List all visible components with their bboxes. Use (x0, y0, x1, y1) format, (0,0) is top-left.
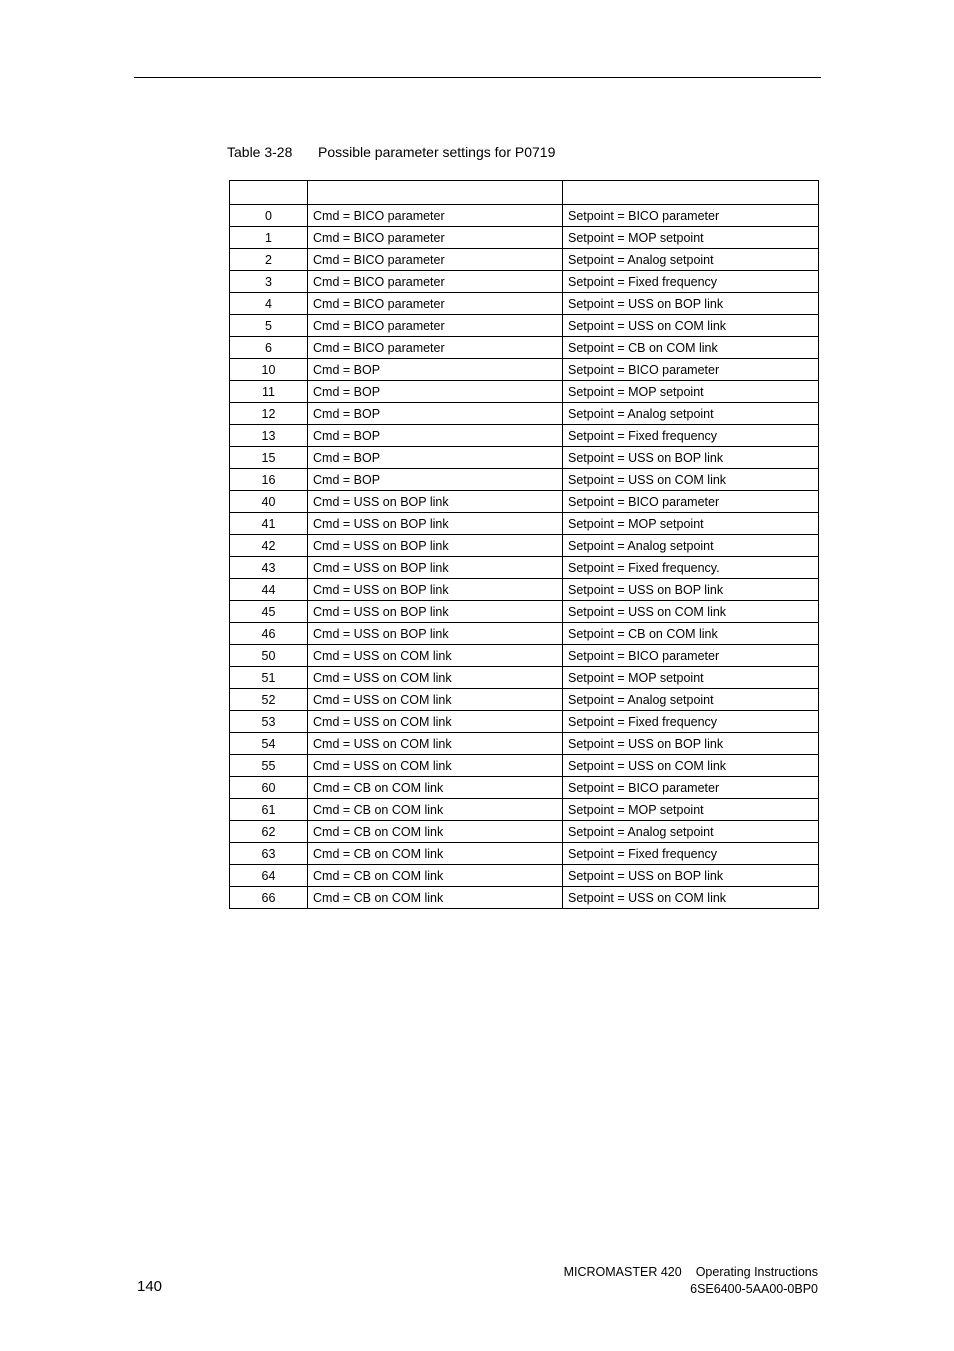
cell-value: 4 (230, 293, 308, 315)
table-row (230, 381, 819, 403)
cell-setpoint: Setpoint = MOP setpoint (563, 667, 819, 689)
cell-command: Cmd = BICO parameter (308, 337, 563, 359)
cell-setpoint: Setpoint = Fixed frequency. (563, 557, 819, 579)
cell-setpoint: Setpoint = Fixed frequency (563, 271, 819, 293)
cell-setpoint: Setpoint = MOP setpoint (563, 227, 819, 249)
cell-command: Cmd = USS on BOP link (308, 579, 563, 601)
cell-command: Cmd = BOP (308, 469, 563, 491)
table-row (230, 227, 819, 249)
cell-setpoint: Setpoint = USS on BOP link (563, 447, 819, 469)
cell-setpoint: Setpoint = BICO parameter (563, 205, 819, 227)
header-cell-value (230, 181, 308, 205)
table-row (230, 469, 819, 491)
page-number: 140 (137, 1278, 163, 1295)
cell-setpoint: Setpoint = USS on COM link (563, 469, 819, 491)
table-row (230, 249, 819, 271)
cell-value: 60 (230, 777, 308, 799)
cell-command: Cmd = USS on BOP link (308, 491, 563, 513)
table-header-row (230, 181, 819, 205)
cell-command: Cmd = USS on BOP link (308, 623, 563, 645)
cell-command: Cmd = CB on COM link (308, 843, 563, 865)
cell-value: 53 (230, 711, 308, 733)
cell-command: Cmd = USS on COM link (308, 733, 563, 755)
cell-command: Cmd = USS on COM link (308, 711, 563, 733)
cell-value: 64 (230, 865, 308, 887)
cell-setpoint: Setpoint = USS on COM link (563, 601, 819, 623)
cell-value: 55 (230, 755, 308, 777)
cell-setpoint: Setpoint = Analog setpoint (563, 535, 819, 557)
table-row (230, 491, 819, 513)
cell-value: 66 (230, 887, 308, 909)
cell-command: Cmd = BICO parameter (308, 205, 563, 227)
cell-value: 62 (230, 821, 308, 843)
cell-value: 1 (230, 227, 308, 249)
cell-value: 54 (230, 733, 308, 755)
cell-value: 51 (230, 667, 308, 689)
table-row (230, 535, 819, 557)
table-row (230, 513, 819, 535)
cell-command: Cmd = BOP (308, 381, 563, 403)
table-row (230, 447, 819, 469)
cell-setpoint: Setpoint = Analog setpoint (563, 689, 819, 711)
table-row (230, 425, 819, 447)
table-row (230, 689, 819, 711)
cell-command: Cmd = BOP (308, 447, 563, 469)
table-row (230, 821, 819, 843)
table-row (230, 579, 819, 601)
cell-command: Cmd = CB on COM link (308, 887, 563, 909)
cell-value: 0 (230, 205, 308, 227)
cell-setpoint: Setpoint = Analog setpoint (563, 821, 819, 843)
cell-value: 46 (230, 623, 308, 645)
cell-command: Cmd = USS on COM link (308, 645, 563, 667)
table-number: Table 3-28 (227, 144, 293, 160)
table-body (230, 205, 819, 909)
cell-command: Cmd = BICO parameter (308, 271, 563, 293)
table-title: Possible parameter settings for P0719 (318, 144, 556, 160)
cell-command: Cmd = USS on BOP link (308, 601, 563, 623)
cell-command: Cmd = CB on COM link (308, 865, 563, 887)
cell-command: Cmd = BOP (308, 359, 563, 381)
cell-value: 52 (230, 689, 308, 711)
parameter-table (229, 180, 819, 909)
table-caption (227, 144, 555, 160)
cell-value: 12 (230, 403, 308, 425)
cell-value: 6 (230, 337, 308, 359)
cell-command: Cmd = BOP (308, 403, 563, 425)
cell-value: 63 (230, 843, 308, 865)
cell-command: Cmd = USS on COM link (308, 667, 563, 689)
cell-command: Cmd = USS on BOP link (308, 513, 563, 535)
cell-setpoint: Setpoint = BICO parameter (563, 491, 819, 513)
table-row (230, 601, 819, 623)
cell-value: 16 (230, 469, 308, 491)
table-row (230, 777, 819, 799)
table-row (230, 359, 819, 381)
cell-setpoint: Setpoint = USS on BOP link (563, 293, 819, 315)
cell-setpoint: Setpoint = USS on COM link (563, 887, 819, 909)
header-rule (134, 77, 821, 78)
cell-command: Cmd = CB on COM link (308, 799, 563, 821)
cell-value: 43 (230, 557, 308, 579)
table-row (230, 865, 819, 887)
cell-command: Cmd = USS on COM link (308, 689, 563, 711)
cell-setpoint: Setpoint = BICO parameter (563, 645, 819, 667)
cell-command: Cmd = BICO parameter (308, 293, 563, 315)
cell-value: 3 (230, 271, 308, 293)
table-row (230, 667, 819, 689)
cell-setpoint: Setpoint = Fixed frequency (563, 711, 819, 733)
table-row (230, 205, 819, 227)
cell-setpoint: Setpoint = MOP setpoint (563, 381, 819, 403)
header-cell-command (308, 181, 563, 205)
cell-setpoint: Setpoint = CB on COM link (563, 623, 819, 645)
cell-value: 44 (230, 579, 308, 601)
footer-info (564, 1264, 818, 1298)
cell-setpoint: Setpoint = MOP setpoint (563, 799, 819, 821)
cell-value: 15 (230, 447, 308, 469)
table-row (230, 755, 819, 777)
table-row (230, 315, 819, 337)
table-row (230, 887, 819, 909)
table-row (230, 337, 819, 359)
cell-setpoint: Setpoint = CB on COM link (563, 337, 819, 359)
cell-setpoint: Setpoint = MOP setpoint (563, 513, 819, 535)
table-row (230, 733, 819, 755)
cell-value: 45 (230, 601, 308, 623)
cell-command: Cmd = CB on COM link (308, 777, 563, 799)
table-row (230, 623, 819, 645)
cell-command: Cmd = USS on COM link (308, 755, 563, 777)
cell-setpoint: Setpoint = USS on BOP link (563, 579, 819, 601)
cell-command: Cmd = BOP (308, 425, 563, 447)
cell-value: 40 (230, 491, 308, 513)
cell-command: Cmd = BICO parameter (308, 249, 563, 271)
cell-command: Cmd = CB on COM link (308, 821, 563, 843)
cell-setpoint: Setpoint = USS on COM link (563, 755, 819, 777)
cell-value: 50 (230, 645, 308, 667)
footer-doc-type: Operating Instructions (695, 1265, 818, 1279)
cell-value: 61 (230, 799, 308, 821)
cell-command: Cmd = USS on BOP link (308, 535, 563, 557)
cell-value: 13 (230, 425, 308, 447)
cell-setpoint: Setpoint = USS on BOP link (563, 733, 819, 755)
cell-command: Cmd = BICO parameter (308, 227, 563, 249)
cell-value: 11 (230, 381, 308, 403)
cell-command: Cmd = USS on BOP link (308, 557, 563, 579)
table-row (230, 645, 819, 667)
cell-setpoint: Setpoint = USS on BOP link (563, 865, 819, 887)
table-row (230, 711, 819, 733)
table-row (230, 271, 819, 293)
cell-value: 41 (230, 513, 308, 535)
cell-value: 5 (230, 315, 308, 337)
cell-setpoint: Setpoint = Fixed frequency (563, 425, 819, 447)
cell-value: 10 (230, 359, 308, 381)
cell-setpoint: Setpoint = BICO parameter (563, 359, 819, 381)
cell-setpoint: Setpoint = Fixed frequency (563, 843, 819, 865)
table-row (230, 799, 819, 821)
footer-order-number: 6SE6400-5AA00-0BP0 (690, 1282, 818, 1296)
cell-setpoint: Setpoint = Analog setpoint (563, 249, 819, 271)
header-cell-setpoint (563, 181, 819, 205)
table-row (230, 557, 819, 579)
cell-value: 42 (230, 535, 308, 557)
cell-command: Cmd = BICO parameter (308, 315, 563, 337)
table-row (230, 403, 819, 425)
cell-setpoint: Setpoint = BICO parameter (563, 777, 819, 799)
table-row (230, 843, 819, 865)
cell-value: 2 (230, 249, 308, 271)
cell-setpoint: Setpoint = USS on COM link (563, 315, 819, 337)
footer-product: MICROMASTER 420 (563, 1265, 682, 1279)
cell-setpoint: Setpoint = Analog setpoint (563, 403, 819, 425)
table-row (230, 293, 819, 315)
